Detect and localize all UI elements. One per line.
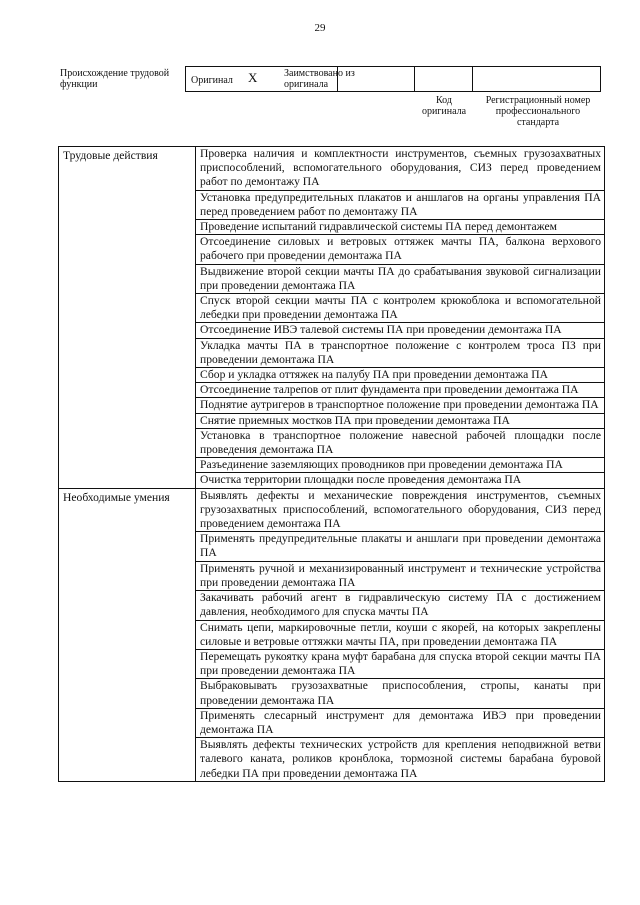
code-caption: Код оригинала <box>421 95 467 117</box>
section-items <box>196 147 605 489</box>
list-item: Проведение испытаний гидравлической системы ПА перед демонтажем <box>196 220 604 235</box>
list-item: Разъединение заземляющих проводников при проведении демонтажа ПА <box>196 458 604 473</box>
list-item: Применять слесарный инструмент для демонтажа ИВЭ при проведении демонтажа ПА <box>196 709 604 738</box>
list-item: Перемещать рукоятку крана муфт барабана для спуска второй секции мачты ПА при проведении демонтажа ПА <box>196 650 604 679</box>
section-row <box>59 488 605 781</box>
original-label: Оригинал <box>191 75 233 86</box>
origin-label: Происхождение трудовой функции <box>60 68 170 90</box>
list-item: Выбраковывать грузозахватные приспособления, стропы, канаты при проведении демонтажа ПА <box>196 679 604 708</box>
section-items <box>196 488 605 781</box>
list-item: Выявлять дефекты и механические повреждения инструментов, съемных грузозахватных приспособлений, вспомогательного оборудования, СИЗ перед проведением демонтажа ПА <box>196 489 604 533</box>
list-item: Поднятие аутригеров в транспортное положение при проведении демонтажа ПА <box>196 398 604 413</box>
list-item: Снятие приемных мостков ПА при проведении демонтажа ПА <box>196 414 604 429</box>
reg-number-cell <box>473 66 601 92</box>
reg-number-caption: Регистрационный номер профессионального стандарта <box>485 95 591 128</box>
list-item: Очистка территории площадки после проведения демонтажа ПА <box>200 473 522 487</box>
list-item: Отсоединение талрепов от плит фундамента при проведении демонтажа ПА <box>196 383 604 398</box>
list-item: Выявлять дефекты технических устройств для крепления неподвижной ветви талевого каната, роликов кронблока, тормозной системы барабана буровой лебедки ПА при проведении демонтажа ПА <box>200 738 601 780</box>
list-item: Укладка мачты ПА в транспортное положение с контролем троса ПЗ при проведении демонтажа ПА <box>196 339 604 368</box>
list-item: Снимать цепи, маркировочные петли, коуши с якорей, на которых закреплены силовые и ветровые оттяжки мачты ПА, при проведении демонтажа ПА <box>196 621 604 650</box>
list-item: Установка предупредительных плакатов и аншлагов на органы управления ПА перед проведением работ по демонтажу ПА <box>196 191 604 220</box>
list-item: Применять предупредительные плакаты и аншлаги при проведении демонтажа ПА <box>196 532 604 561</box>
list-item: Применять ручной и механизированный инструмент и технические устройства при проведении демонтажа ПА <box>196 562 604 591</box>
section-title: Трудовые действия <box>59 147 196 489</box>
list-item: Отсоединение ИВЭ талевой системы ПА при проведении демонтажа ПА <box>196 323 604 338</box>
list-item: Спуск второй секции мачты ПА с контролем крюкоблока и вспомогательной лебедки при проведении демонтажа ПА <box>196 294 604 323</box>
original-mark: X <box>248 70 258 85</box>
page-number: 29 <box>314 22 326 34</box>
list-item: Проверка наличия и комплектности инструментов, съемных грузозахватных приспособлений, вспомогательного оборудования, СИЗ перед проведением работ по демонтажу ПА <box>196 147 604 191</box>
code-cell <box>415 66 473 92</box>
list-item: Отсоединение силовых и ветровых оттяжек мачты ПА, балкона верхового рабочего при проведении демонтажа ПА <box>196 235 604 264</box>
list-item: Закачивать рабочий агент в гидравлическую систему ПА с достижением давления, необходимого для спуска мачты ПА <box>196 591 604 620</box>
section-row <box>59 147 605 489</box>
list-item: Установка в транспортное положение навесной рабочей площадки после проведения демонтажа ПА <box>196 429 604 458</box>
list-item: Сбор и укладка оттяжек на палубу ПА при проведении демонтажа ПА <box>196 368 604 383</box>
functions-table <box>58 146 605 782</box>
list-item: Выдвижение второй секции мачты ПА до срабатывания звуковой сигнализации при проведении демонтажа ПА <box>196 265 604 294</box>
borrowed-label: Заимствовано из оригинала <box>284 68 355 90</box>
borrowed-cell <box>280 66 415 92</box>
section-title: Необходимые умения <box>59 488 196 781</box>
